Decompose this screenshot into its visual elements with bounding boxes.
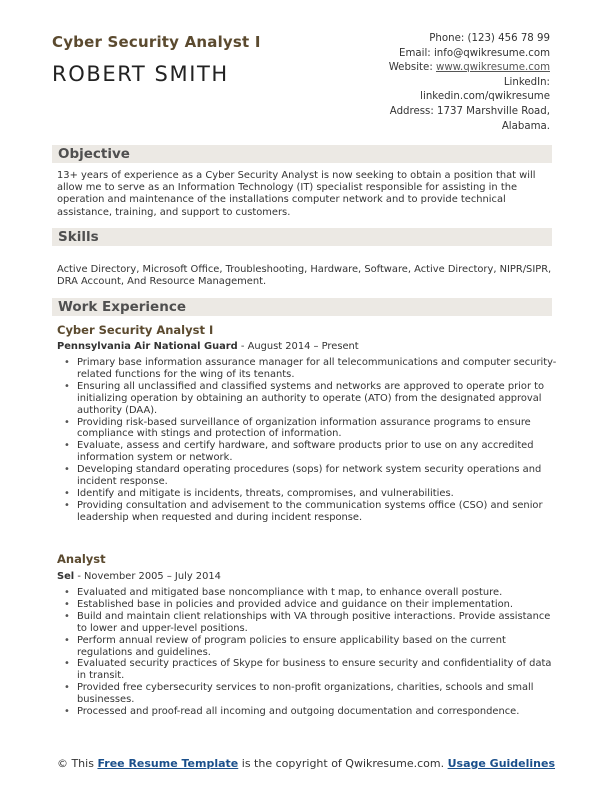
job-1-bullets: [57, 357, 557, 524]
header-job-title: Cyber Security Analyst I: [52, 33, 261, 51]
job-2-title: Analyst: [57, 552, 106, 566]
list-item: • Evaluated security practices of Skype for business to ensure security and confidentiality of data in transit.: [57, 658, 557, 682]
list-item: • Processed and proof-read all incoming and outgoing documentation and correspondence.: [57, 706, 557, 718]
website-label: Website:: [388, 62, 436, 74]
copyright-footer: [0, 757, 612, 771]
list-item: • Providing risk-based surveillance of organization information assurance programs to ensure compliance with stings and protection of information.: [57, 417, 557, 441]
job-2-employer-line: [57, 571, 221, 582]
list-item: • Perform annual review of program policies to ensure applicability based on the current regulations and guidelines.: [57, 635, 557, 659]
contact-linkedin-value: linkedin.com/qwikresume: [420, 91, 550, 103]
skills-heading: Skills: [52, 228, 552, 246]
usage-guidelines-link[interactable]: Usage Guidelines: [447, 757, 556, 770]
contact-linkedin-label: LinkedIn:: [503, 76, 550, 88]
objective-heading: Objective: [52, 145, 552, 163]
list-item: • Build and maintain client relationships with VA through positive interactions. Provide assistance to lower and upper-level positions.: [57, 611, 557, 635]
contact-website: [250, 61, 550, 76]
list-item: • Ensuring all unclassified and classified systems and networks are approved to operate prior to initializing operation by obtaining an authority to operate (ATO) from the designated approval authority (DAA).: [57, 381, 557, 417]
list-item: • Evaluate, assess and certify hardware, and software products prior to use on any accredited information system or network.: [57, 440, 557, 464]
list-item: • Identify and mitigate is incidents, threats, compromises, and vulnerabilities.: [57, 488, 557, 500]
list-item: • Established base in policies and provided advice and guidance on their implementation.: [57, 599, 557, 611]
candidate-name: ROBERT SMITH: [52, 62, 229, 86]
free-resume-template-link[interactable]: Free Resume Template: [97, 757, 239, 770]
contact-phone: Phone: (123) 456 78 99: [429, 33, 550, 44]
job-2-bullets: [57, 587, 557, 718]
list-item: • Developing standard operating procedures (sops) for network system security operations and incident response.: [57, 464, 557, 488]
footer-middle: is the copyright of Qwikresume.com.: [238, 757, 448, 770]
contact-address-line1: Address: 1737 Marshville Road,: [389, 105, 550, 117]
list-item: • Providing consultation and advisement to the communication systems office (CSO) and senior leadership when requested and during incident response.: [57, 500, 557, 524]
footer-prefix: © This: [56, 757, 98, 770]
contact-block: [250, 32, 550, 134]
list-item: • Provided free cybersecurity services to non-profit organizations, charities, schools and small businesses.: [57, 682, 557, 706]
job-1-dates: - August 2014 – Present: [237, 341, 359, 352]
job-2-dates: - November 2005 – July 2014: [74, 571, 221, 582]
job-1-employer-line: [57, 341, 359, 352]
list-item: • Primary base information assurance manager for all telecommunications and computer security-related functions for the wing of its tenants.: [57, 357, 557, 381]
job-1-title: Cyber Security Analyst I: [57, 323, 214, 337]
objective-text: 13+ years of experience as a Cyber Security Analyst is now seeking to obtain a position that will allow me to serve as an Information Technology (IT) specialist responsible for assisting in the operation and maintenance of the installations computer network and to provide technical assistance, training, and support to customers.: [57, 170, 536, 218]
contact-email: Email: info@qwikresume.com: [399, 47, 550, 59]
skills-text: Active Directory, Microsoft Office, Troubleshooting, Hardware, Software, Active Directory, NIPR/SIPR, DRA Account, And Resource Management.: [57, 264, 552, 288]
job-2-employer: Sel: [57, 571, 75, 582]
website-link[interactable]: www.qwikresume.com: [435, 62, 550, 74]
work-experience-heading: Work Experience: [52, 298, 552, 316]
contact-address-line2: Alabama.: [501, 120, 550, 132]
list-item: • Evaluated and mitigated base noncompliance with t map, to enhance overall posture.: [57, 587, 557, 599]
job-1-employer: Pennsylvania Air National Guard: [57, 341, 238, 352]
